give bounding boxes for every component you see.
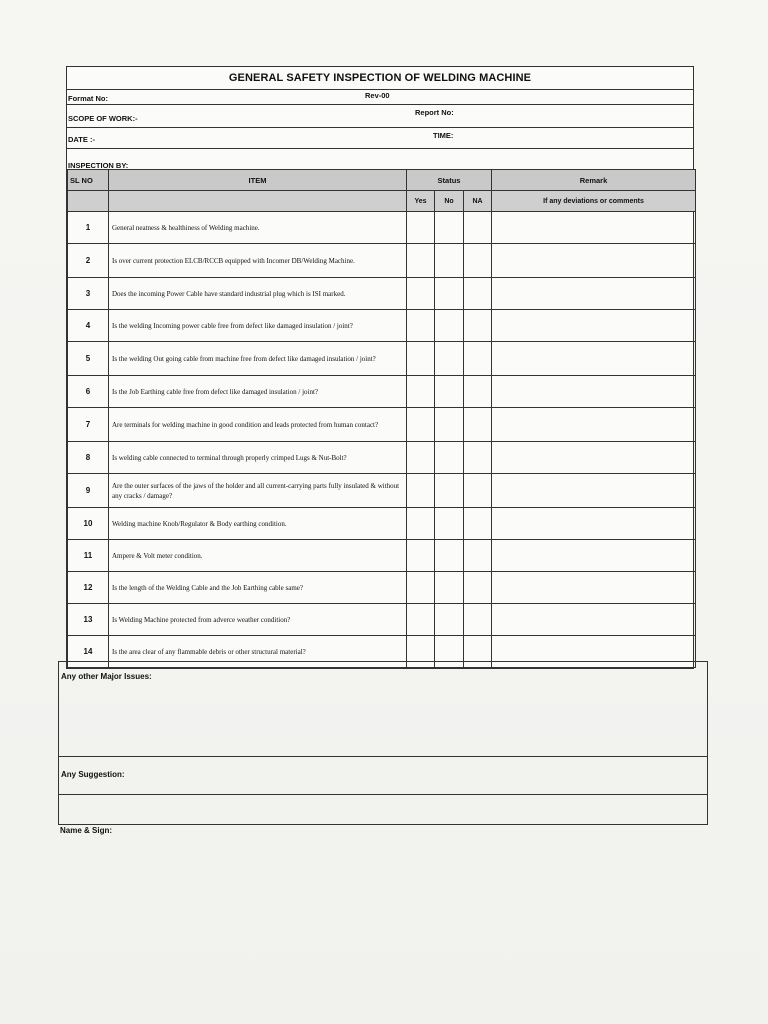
inspection-rows [68, 212, 696, 668]
suggestion-box[interactable] [58, 757, 708, 795]
row-na-cell[interactable] [464, 442, 492, 474]
col-item-header: ITEM [109, 170, 407, 191]
row-remark-cell[interactable] [492, 212, 696, 244]
row-sl-no: 5 [68, 342, 109, 376]
name-sign-label: Name & Sign: [60, 826, 113, 835]
row-sl-no: 7 [68, 408, 109, 442]
table-row [68, 442, 696, 474]
row-na-cell[interactable] [464, 212, 492, 244]
col-item-sub [109, 191, 407, 212]
col-remark-header: Remark [492, 170, 696, 191]
table-row [68, 474, 696, 508]
col-remark-sub: If any deviations or comments [492, 191, 696, 212]
row-item-text: Is the Job Earthing cable free from defect like damaged insulation / joint? [109, 376, 407, 408]
row-remark-cell[interactable] [492, 540, 696, 572]
row-sl-no: 6 [68, 376, 109, 408]
table-row [68, 244, 696, 278]
row-na-cell[interactable] [464, 376, 492, 408]
table-row [68, 408, 696, 442]
row-remark-cell[interactable] [492, 474, 696, 508]
date-label: DATE :- [68, 135, 95, 144]
row-na-cell[interactable] [464, 408, 492, 442]
row-no-cell[interactable] [435, 342, 464, 376]
suggestion-label: Any Suggestion: [61, 770, 125, 779]
row-yes-cell[interactable] [407, 342, 435, 376]
row-no-cell[interactable] [435, 278, 464, 310]
row-no-cell[interactable] [435, 508, 464, 540]
row-item-text: Is the welding Incoming power cable free from defect like damaged insulation / joint? [109, 310, 407, 342]
row-yes-cell[interactable] [407, 376, 435, 408]
col-status-header: Status [407, 170, 492, 191]
row-item-text: Is over current protection ELCB/RCCB equipped with Incomer DB/Welding Machine. [109, 244, 407, 278]
row-yes-cell[interactable] [407, 572, 435, 604]
row-na-cell[interactable] [464, 342, 492, 376]
scope-label: SCOPE OF WORK:- [68, 114, 138, 123]
col-sl-header: SL NO [68, 170, 109, 191]
row-remark-cell[interactable] [492, 572, 696, 604]
row-no-cell[interactable] [435, 310, 464, 342]
row-sl-no: 10 [68, 508, 109, 540]
col-na-header: NA [464, 191, 492, 212]
format-no-label: Format No: [68, 94, 108, 103]
row-sl-no: 13 [68, 604, 109, 636]
row-item-text: Ampere & Volt meter condition. [109, 540, 407, 572]
table-row [68, 278, 696, 310]
row-na-cell[interactable] [464, 508, 492, 540]
table-row [68, 376, 696, 408]
row-sl-no: 9 [68, 474, 109, 508]
format-row [67, 90, 693, 105]
row-item-text: Are the outer surfaces of the jaws of the holder and all current-carrying parts fully insulated & without any cracks / damage? [109, 474, 407, 508]
row-sl-no: 12 [68, 572, 109, 604]
row-na-cell[interactable] [464, 474, 492, 508]
row-yes-cell[interactable] [407, 408, 435, 442]
row-remark-cell[interactable] [492, 508, 696, 540]
row-no-cell[interactable] [435, 540, 464, 572]
row-yes-cell[interactable] [407, 212, 435, 244]
row-no-cell[interactable] [435, 474, 464, 508]
form-title: GENERAL SAFETY INSPECTION OF WELDING MACHINE [67, 67, 693, 90]
row-no-cell[interactable] [435, 212, 464, 244]
row-sl-no: 3 [68, 278, 109, 310]
row-na-cell[interactable] [464, 244, 492, 278]
row-item-text: Is the welding Out going cable from machine free from defect like damaged insulation / joint? [109, 342, 407, 376]
row-yes-cell[interactable] [407, 604, 435, 636]
row-yes-cell[interactable] [407, 244, 435, 278]
row-remark-cell[interactable] [492, 278, 696, 310]
row-sl-no: 8 [68, 442, 109, 474]
row-remark-cell[interactable] [492, 342, 696, 376]
row-remark-cell[interactable] [492, 408, 696, 442]
rev-label: Rev-00 [365, 91, 390, 100]
row-remark-cell[interactable] [492, 442, 696, 474]
row-item-text: Does the incoming Power Cable have standard industrial plug which is ISI marked. [109, 278, 407, 310]
row-yes-cell[interactable] [407, 442, 435, 474]
row-item-text: General neatness & healthiness of Welding machine. [109, 212, 407, 244]
col-yes-header: Yes [407, 191, 435, 212]
table-row [68, 310, 696, 342]
row-na-cell[interactable] [464, 278, 492, 310]
row-no-cell[interactable] [435, 376, 464, 408]
table-row [68, 572, 696, 604]
row-sl-no: 14 [68, 636, 109, 668]
table-row [68, 508, 696, 540]
inspection-table [67, 169, 696, 668]
row-remark-cell[interactable] [492, 604, 696, 636]
row-remark-cell[interactable] [492, 244, 696, 278]
row-no-cell[interactable] [435, 244, 464, 278]
inspection-by-label: INSPECTION BY: [68, 161, 129, 170]
row-remark-cell[interactable] [492, 376, 696, 408]
name-sign-box[interactable] [58, 795, 708, 825]
col-no-header: No [435, 191, 464, 212]
time-label: TIME: [433, 131, 454, 140]
row-no-cell[interactable] [435, 572, 464, 604]
row-yes-cell[interactable] [407, 474, 435, 508]
row-yes-cell[interactable] [407, 310, 435, 342]
report-no-label: Report No: [415, 108, 454, 117]
col-sl-sub [68, 191, 109, 212]
table-row [68, 540, 696, 572]
row-no-cell[interactable] [435, 604, 464, 636]
row-sl-no: 11 [68, 540, 109, 572]
row-sl-no: 4 [68, 310, 109, 342]
inspection-form [66, 66, 694, 669]
date-row [67, 128, 693, 149]
row-yes-cell[interactable] [407, 278, 435, 310]
table-row [68, 604, 696, 636]
row-sl-no: 1 [68, 212, 109, 244]
row-item-text: Is the area clear of any flammable debris or other structural material? [109, 636, 407, 668]
table-row [68, 342, 696, 376]
row-item-text: Are terminals for welding machine in good condition and leads protected from human contact? [109, 408, 407, 442]
row-na-cell[interactable] [464, 540, 492, 572]
row-na-cell[interactable] [464, 572, 492, 604]
row-sl-no: 2 [68, 244, 109, 278]
major-issues-box[interactable] [58, 661, 708, 757]
major-issues-label: Any other Major Issues: [61, 672, 152, 681]
row-no-cell[interactable] [435, 442, 464, 474]
row-remark-cell[interactable] [492, 310, 696, 342]
table-row [68, 212, 696, 244]
row-no-cell[interactable] [435, 408, 464, 442]
table-header-row [68, 170, 696, 191]
scope-row [67, 105, 693, 128]
row-item-text: Is the length of the Welding Cable and the Job Earthing cable same? [109, 572, 407, 604]
row-yes-cell[interactable] [407, 540, 435, 572]
row-item-text: Welding machine Knob/Regulator & Body earthing condition. [109, 508, 407, 540]
row-item-text: Is welding cable connected to terminal through properly crimped Lugs & Nut-Bolt? [109, 442, 407, 474]
table-subheader-row [68, 191, 696, 212]
inspection-by-row [67, 149, 693, 169]
row-na-cell[interactable] [464, 310, 492, 342]
row-na-cell[interactable] [464, 604, 492, 636]
row-item-text: Is Welding Machine protected from adverce weather condition? [109, 604, 407, 636]
row-yes-cell[interactable] [407, 508, 435, 540]
